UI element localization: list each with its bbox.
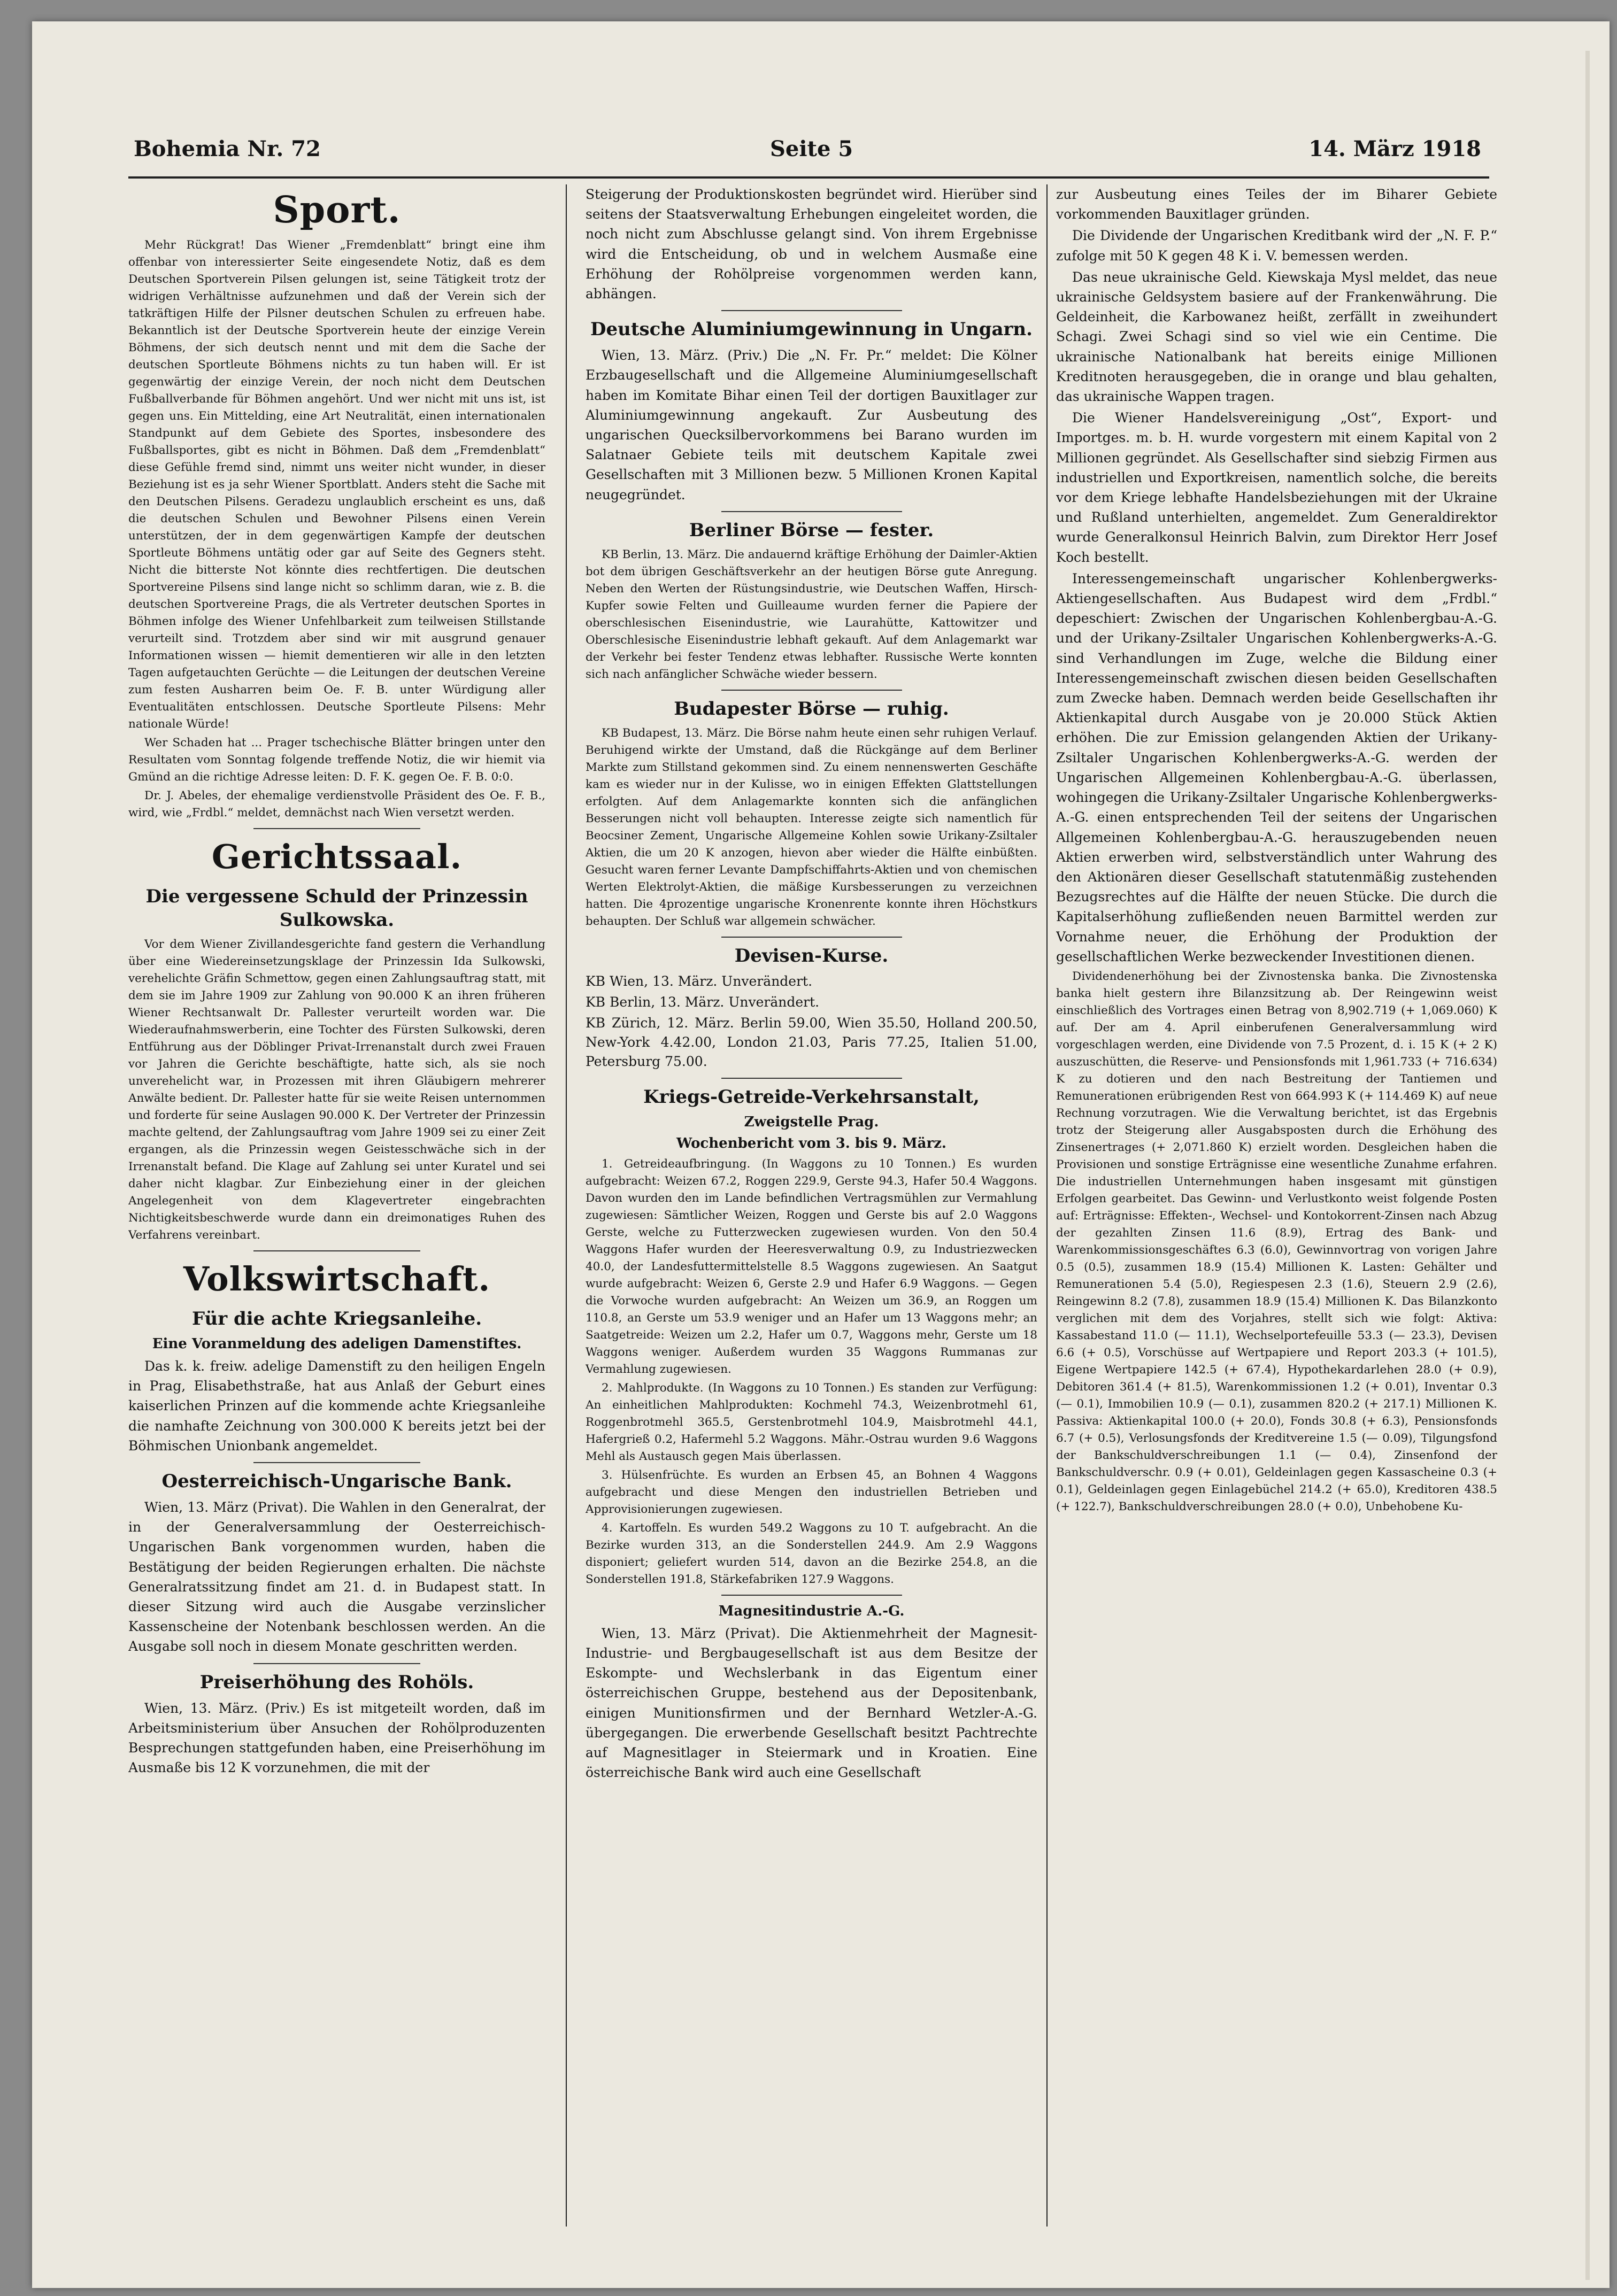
exchange-rate-line: KB Berlin, 13. März. Unverändert. (586, 994, 820, 1010)
article-body: Die Dividende der Ungarischen Kreditbank wird der „N. F. P.“ zufolge mit 50 K gegen 48 K i. V. bemessen werden. (1056, 228, 1497, 264)
article-body: zur Ausbeutung eines Teiles der im Biharer Gebiete vorkommenden Bauxitlager gründen. (1056, 187, 1497, 222)
header-rule (128, 176, 1489, 179)
article-body: Wien, 13. März (Privat). Die Wahlen in den Generalrat, der in der Generalversammlung der Oesterreichisch-Ungarischen Bank vorgenommen wurden, haben die Bestätigung der beiden Regierungen erhalten. Die nächste Generalratssitzung findet am 21. d. in Budapest statt. In dieser Sitzung wird auch die Ausgabe verzinslicher Kassenscheine der Notenbank beschlossen werden. An die Ausgabe soll noch in diesem Monate geschritten werden. (128, 1499, 545, 1655)
article-body: Steigerung der Produktionskosten begründet wird. Hierüber sind seitens der Staatsverwaltung Erhebungen eingeleitet worden, die noch nicht zum Abschlusse gelangt sind. Von ihrem Ergebnisse wird die Entscheidung, ob und in welchem Ausmaße eine Erhöhung der Rohölpreise vorgenommen werden kann, abhängen. (586, 187, 1037, 302)
scan-edge (1585, 51, 1590, 2280)
exchange-rate-line: KB Zürich, 12. März. Berlin 59.00, Wien 35.50, Holland 200.50, New-York 4.42.00, London 21.03, Paris 77.25, Italien 51.00, Petersburg 75.00. (586, 1015, 1037, 1069)
separator (721, 937, 902, 938)
article-body: Interessengemeinschaft ungarischer Kohlenbergwerks-Aktiengesellschaften. Aus Budapest wird dem „Frdbl.“ depeschiert: Zwischen der Ungarischen Kohlenbergbau-A.-G. und der Urikany-Zsiltaler Ungarischen Kohlenbergwerks-A.-G. sind Verhandlungen im Zuge, welche die Bildung einer Interessengemeinschaft zwischen diesen beiden Gesellschaften zum Zwecke haben. Demnach werden beide Gesellschaften ihr Aktienkapital durch Ausgabe von je 20.000 Stück Aktien erhöhen. Die zur Emission gelangenden Aktien der Urikany-Zsiltaler Ungarischen Kohlenbergwerks-A.-G. werden der Ungarischen Allgemeinen Kohlenbergbau-A.-G. überlassen, wohingegen die Urikany-Zsiltaler Ungarische Kohlenbergwerks-A.-G. einen entsprechenden Teil der seitens der Ungarischen Allgemeinen Kohlenbergbau-A.-G. herauszugebenden neuen Aktien erwerben wird, selbstverständlich unter Wahrung des den Aktionären dieser Gesellschaft statutenmäßig zustehenden Bezugsrechtes auf die Hälfte der neuen Stücke. Die durch die Kapitalserhöhung zufließenden neuen Barmittel werden zur Vornahme neuer, die Erhöhung der Produktion der gesellschaftlichen Werke bezweckender Investitionen dienen. (1056, 570, 1497, 964)
separator (721, 1078, 902, 1079)
article-body: Die Wiener Handelsvereinigung „Ost“, Export- und Importges. m. b. H. wurde vorgestern mit einem Kapital von 2 Millionen gegründet. Als Gesellschafter sind siebzig Firmen aus industriellen und Exportkreisen, namentlich solche, die bereits vor dem Kriege lebhafte Handelsbeziehungen mit der Ukraine und Rußland unterhielten, angemeldet. Zum Generaldirektor wurde Generalkonsul Heinrich Balvin, zum Direktor Herr Josef Koch bestellt. (1056, 410, 1497, 565)
exchange-rate-line: KB Wien, 13. März. Unverändert. (586, 973, 813, 989)
article-headline: Oesterreichisch-Ungarische Bank. (161, 1471, 512, 1493)
column-1 (128, 184, 545, 2227)
article-headline: Devisen-Kurse. (734, 945, 889, 967)
page-header (134, 136, 1481, 168)
header-page-number: Seite 5 (770, 136, 853, 161)
separator (721, 511, 902, 512)
article-headline: Kriegs-Getreide-Verkehrsanstalt, (643, 1086, 980, 1108)
article-headline: Preiserhöhung des Rohöls. (199, 1671, 474, 1693)
column-3 (1056, 184, 1497, 2227)
separator (721, 690, 902, 691)
article-body: Vor dem Wiener Zivillandesgerichte fand gestern die Verhandlung über eine Wiedereinsetzungsklage der Prinzessin Ida Sulkowski, verehelichte Gräfin Schmettow, gegen einen Zahlungsauftrag statt, mit dem sie im Jahre 1909 zur Zahlung von 90.000 K an ihren früheren Wiener Rechtsanwalt Dr. Pallester verurteilt worden war. Die Wiederaufnahmswerberin, eine Tochter des Fürsten Sulkowski, deren Entführung aus der Döblinger Privat-Irrenanstalt durch zwei Frauen vor Jahren die Gerichte beschäftigte, hatte sich, als sie noch unverehelicht war, in Prozessen mit ihren Gläubigern mehrerer Anwälte bedient. Dr. Pallester hatte für sie weite Reisen unternommen und forderte für seine Auslagen 90.000 K. Der Vertreter der Prinzessin machte geltend, der Zahlungsauftrag vom Jahre 1909 sei zu einer Zeit ergangen, als die Prinzessin wegen Geistesschwäche sich in der Irrenanstalt befand. Die Klage auf Zahlung sei unter Kuratel und sei daher nicht klagbar. Zur Einbeziehung einer in der gleichen Angelegenheit von dem Klagevertreter eingebrachten Nichtigkeitsbeschwerde wurde dann ein dreimonatiges Ruhen des Verfahrens vereinbart. (128, 938, 545, 1242)
article-body: 4. Kartoffeln. Es wurden 549.2 Waggons zu 10 T. aufgebracht. An die Bezirke wurden 313, an die Sonderstellen 244.9. Am 2.9 Waggons disponiert; geliefert wurden 514, davon an die Bezirke 254.8, an die Sonderstellen 191.8, Stärkefabriken 127.9 Waggons. (586, 1521, 1037, 1586)
article-headline: Berliner Börse — fester. (689, 519, 934, 541)
header-issue: Bohemia Nr. 72 (134, 136, 321, 161)
article-headline: Magnesitindustrie A.-G. (718, 1603, 905, 1619)
article-headline: Die vergessene Schuld der Prinzessin Sulkowska. (145, 886, 528, 931)
section-heading-gerichtssaal: Gerichtssaal. (211, 837, 463, 876)
separator (253, 1663, 420, 1664)
article-body: 3. Hülsenfrüchte. Es wurden an Erbsen 45, an Bohnen 4 Waggons aufgebracht und diese Mengen den industriellen Betrieben und Approvisionierungen zugewiesen. (586, 1468, 1037, 1516)
separator (721, 310, 902, 311)
article-headline: Budapester Börse — ruhig. (674, 698, 949, 720)
article-body: 2. Mahlprodukte. (In Waggons zu 10 Tonnen.) Es standen zur Verfügung: An einheitlichen Mahlprodukten: Kochmehl 74.3, Weizenbrotmehl 61, Roggenbrotmehl 365.5, Gerstenbrotmehl 104.9, Maisbrotmehl 44.1, Hafergrieß 0.2, Hafermehl 5.2 Waggons. Mähr.-Ostrau wurden 9.6 Waggons Mehl als Austausch gegen Mais überlassen. (586, 1381, 1037, 1463)
article-body: KB Budapest, 13. März. Die Börse nahm heute einen sehr ruhigen Verlauf. Beruhigend wirkte der Umstand, daß die Rückgänge auf dem Berliner Markte zum Stillstand gekommen sind. Zu einem nennenswerten Geschäfte kam es wieder nur in der Kulisse, wo in einigen Effekten Glattstellungen erfolgten. Auf dem Anlagemarkte konnten sich die anfänglichen Besserungen nicht voll behaupten. Interesse zeigte sich namentlich für Beocsiner Zement, Ungarische Allgemeine Kohlen sowie Urikany-Zsiltaler Aktien, die um 20 K anzogen, hievon aber wieder die Hälfte einbüßten. Gesucht waren ferner Levante Dampfschiffahrts-Aktien und von chemischen Werten Elektrolyt-Aktien, die mäßige Kursbesserungen zu verzeichnen hatten. Die 4prozentige ungarische Kronenrente konnte ihren Höchstkurs behaupten. Der Schluß war allgemein schwächer. (586, 726, 1037, 928)
section-heading-volkswirtschaft: Volkswirtschaft. (183, 1259, 491, 1298)
article-body: Das neue ukrainische Geld. Kiewskaja Mysl meldet, das neue ukrainische Geldsystem basiere auf der Frankenwährung. Die Geldeinheit, die Karbowanez heißt, zerfällt in zweihundert Schagi. Zwei Schagi sind so viel wie ein Centime. Die ukrainische Nationalbank hat bereits einige Millionen Kreditnoten herausgegeben, die in orange und blau gehalten, das ukrainische Wappen tragen. (1056, 269, 1497, 405)
header-date: 14. März 1918 (1308, 136, 1481, 161)
article-sport-schaden: Wer Schaden hat ... Prager tschechische Blätter bringen unter den Resultaten vom Sonntag folgende treffende Notiz, die wir hiemit via Gmünd an die richtige Adresse leiten: D. F. K. gegen Oe. F. B. 0:0. (128, 736, 545, 784)
article-sport-abeles: Dr. J. Abeles, der ehemalige verdienstvolle Präsident des Oe. F. B., wird, wie „Frdbl.“ meldet, demnächst nach Wien versetzt werden. (128, 789, 545, 820)
article-subheadline: Zweigstelle Prag. (744, 1114, 879, 1130)
separator (253, 1462, 420, 1463)
article-body: KB Berlin, 13. März. Die andauernd kräftige Erhöhung der Daimler-Aktien bot dem übrigen Geschäftsverkehr an der heutigen Börse gute Anregung. Neben den Werten der Rüstungsindustrie, wie Deutschen Waffen, Hirsch-Kupfer sowie Felten und Guilleaume wurden ferner die Papiere der oberschlesischen Eisenindustrie, wie Laurahütte, Kattowitzer und Oberschlesische Eisenindustrie lebhaft gekauft. Auf dem Anlagemarkt war der Verkehr bei fester Tendenz etwas lebhafter. Russische Werte konnten sich nach anfänglicher Schwäche wieder bessern. (586, 547, 1037, 681)
column-2 (586, 184, 1037, 2227)
column-rule-2 (1046, 184, 1048, 2227)
article-subheadline: Eine Voranmeldung des adeligen Damenstiftes. (152, 1336, 522, 1352)
article-headline: Deutsche Aluminiumgewinnung in Ungarn. (590, 319, 1033, 341)
article-body: Wien, 13. März. (Priv.) Es ist mitgeteilt worden, daß im Arbeitsministerium über Ansuchen der Rohölproduzenten Besprechungen stattgefunden haben, eine Preiserhöhung im Ausmaße bis 12 K vorzunehmen, die mit der (128, 1700, 545, 1776)
article-body: Wien, 13. März. (Priv.) Die „N. Fr. Pr.“ meldet: Die Kölner Erzbaugesellschaft und die Allgemeine Aluminiumgesellschaft haben im Komitate Bihar einen Teil der dortigen Bauxitlager zur Aluminiumgewinnung angekauft. Zur Ausbeutung des ungarischen Quecksilbervorkommens bei Barano wurden im Salatnaer Gebiete teils mit deutschem Kapitale zwei Gesellschaften mit 3 Millionen bezw. 5 Millionen Kronen Kapital neugegründet. (586, 347, 1037, 503)
article-body: 1. Getreideaufbringung. (In Waggons zu 10 Tonnen.) Es wurden aufgebracht: Weizen 67.2, Roggen 229.9, Gerste 94.3, Hafer 50.4 Waggons. Davon wurden den im Lande befindlichen Vertragsmühlen zur Vermahlung zugewiesen: Sämtlicher Weizen, Roggen und Gerste bis auf 2.0 Waggons Gerste, welche zu Futterzwecken zugewiesen wurden. Von den 50.4 Waggons Hafer wurden der Heeresverwaltung 0.9, zu Industriezwecken 40.0, der Landesfuttermittelstelle 8.5 Waggons zugewiesen. An Saatgut wurde aufgebracht: Weizen 6, Gerste 2.9 und Hafer 6.9 Waggons. — Gegen die Vorwoche wurden aufgebracht: An Weizen um 36.9, an Roggen um 110.8, an Gerste um 53.9 weniger und an Hafer um 13 Waggons mehr; an Saatgetreide: Weizen um 2.2, Hafer um 0.7, Waggons mehr, Gerste um 18 Waggons weniger. Außerdem wurden 35 Waggons Rummanas zur Vermahlung zugewiesen. (586, 1157, 1037, 1376)
separator (721, 1595, 902, 1596)
section-heading-sport: Sport. (273, 189, 401, 231)
article-body: Das k. k. freiw. adelige Damenstift zu den heiligen Engeln in Prag, Elisabethstraße, hat aus Anlaß der Geburt eines kaiserlichen Prinzen auf die kommende achte Kriegsanleihe die namhafte Zeichnung von 300.000 K bereits jetzt bei der Böhmischen Unionbank angemeldet. (128, 1358, 545, 1454)
article-body: Wien, 13. März (Privat). Die Aktienmehrheit der Magnesit-Industrie- und Bergbaugesellschaft ist aus dem Besitze der Eskompte- und Wechslerbank in das Eigentum einer österreichischen Gruppe, bestehend aus der Depositenbank, einigen Munitionsfirmen und der Bernhard Wetzler-A.-G. übergegangen. Die erwerbende Gesellschaft besitzt Pachtrechte auf Magnesitlager in Steiermark und in Kroatien. Eine österreichische Bank wird auch eine Gesellschaft (586, 1625, 1037, 1781)
article-subheadline: Wochenbericht vom 3. bis 9. März. (676, 1135, 946, 1151)
column-rule-1 (566, 184, 567, 2227)
separator (253, 828, 420, 829)
article-sport-rueckgrat: Mehr Rückgrat! Das Wiener „Fremdenblatt“ bringt eine ihm offenbar von interessierter Seite eingesendete Notiz, daß es dem Deutschen Sportverein Pilsen gelungen ist, seine Tätigkeit trotz der widrigen Verhältnisse aufzunehmen und daß der Verein sich der tatkräftigen Hilfe der Pilsner deutschen Schulen zu erfreuen habe. Bekanntlich ist der Deutsche Sportverein heute der einzige Verein Böhmens, der sich deutsch nennt und mit dem die Sache der deutschen Sportleute Böhmens nichts zu tun haben will. Er ist gegenwärtig der einzige Verein, der noch nicht dem Deutschen Fußballverbande für Böhmen angehört. Und wer nicht mit uns ist, ist gegen uns. Ein Mittelding, eine Art Neutralität, einen internationalen Standpunkt auf dem Gebiete des Sportes, insbesondere des Fußballsportes, gibt es nicht in Böhmen. Daß dem „Fremdenblatt“ diese Gefühle fremd sind, nimmt uns weiter nicht wunder, in dieser Beziehung ist es ja sehr Wiener Sportblatt. Anders steht die Sache mit den Deutschen Pilsens. Geradezu unglaublich erscheint es uns, daß die deutschen Schulen und Bewohner Pilsens einen Verein unterstützen, der in dem gegenwärtigen Kampfe der deutschen Sportleute Böhmens untätig oder gar auf Seite des Gegners steht. Nicht die bitterste Not könnte dies rechtfertigen. Die deutschen Sportvereine Pilsens sind lange nicht so schlimm daran, wie z. B. die deutschen Sportvereine Prags, die als Vertreter deutschen Sportes in Böhmen infolge des Wiener Unfehlbarkeit zum teilweisen Stillstande verurteilt sind. Trotzdem aber sind wir mit ausgrund genauer Informationen wissen — hiemit dementieren wir alle in den letzten Tagen aufgetauchten Gerüchte — die Leitungen der deutschen Vereine zum festen Ausharren beim Oe. F. B. unter Würdigung aller Eventualitäten entschlossen. Deutsche Sportleute Pilsens: Mehr nationale Würde! (128, 238, 545, 731)
separator (253, 1250, 420, 1251)
article-body: Dividendenerhöhung bei der Zivnostenska banka. Die Zivnostenska banka hielt gestern ihre Bilanzsitzung ab. Der Reingewinn weist einschließlich des Vortrages einen Betrag von 8,902.719 (+ 1,069.060) K auf. Der am 4. April einberufenen Generalversammlung wird vorgeschlagen werden, eine Dividende von 7.5 Prozent, d. i. 15 K (+ 2 K) auszuschütten, die Reserve- und Pensionsfonds mit 1,961.733 (+ 716.634) K zu dotieren und den nach Bestreitung der Tantiemen und Remunerationen erübrigenden Rest von 664.993 K (+ 114.469 K) auf neue Rechnung vorzutragen. Wie die Verwaltung berichtet, ist das Ergebnis trotz der Steigerung aller Ausgabsposten durch die Erhöhung des Zinsenertrages (+ 2,071.860 K) erzielt worden. Desgleichen haben die Provisionen und sonstige Erträgnisse eine wesentliche Zunahme erfahren. Die industriellen Unternehmungen haben insgesamt mit günstigen Erfolgen gearbeitet. Das Gewinn- und Verlustkonto weist folgende Posten auf: Erträgnisse: Effekten-, Wechsel- und Kontokorrent-Zinsen nach Abzug der gezahlten Zinsen 11.6 (8.9), Ertrag des Bank- und Warenkommissionsgeschäftes 6.3 (6.0), Gewinnvortrag von vorigen Jahre 0.5 (0.5), zusammen 18.9 (15.4) Millionen K. Lasten: Gehälter und Remunerationen 5.4 (5.0), Regiespesen 2.3 (1.6), Steuern 2.9 (2.6), Reingewinn 8.2 (7.8), zusammen 18.9 (15.4) Millionen K. Das Bilanzkonto verglichen mit dem des Vorjahres, stellt sich wie folgt: Aktiva: Kassabestand 11.0 (— 11.1), Wechselportefeuille 53.3 (— 23.3), Devisen 6.6 (+ 0.5), Vorschüsse auf Wertpapiere und Report 203.3 (+ 101.5), Eigene Wertpapiere 142.5 (+ 67.4), Hypothekardarlehen 28.0 (+ 0.9), Debitoren 361.4 (+ 81.5), Warenkommissionen 1.2 (+ 0.01), Inventar 0.3 (— 0.1), Immobilien 10.9 (— 0.1), zusammen 820.2 (+ 217.1) Millionen K. Passiva: Aktienkapital 100.0 (+ 20.0), Fonds 30.8 (+ 6.3), Pensionsfonds 6.7 (+ 0.5), Verlosungsfonds der Kreditvereine 1.5 (— 0.09), Tilgungsfond der Bankschuldverschreibungen 1.1 (— 0.4), Zinsenfond der Bankschuldverschr. 0.9 (+ 0.01), Geldeinlagen gegen Kassascheine 0.3 (+ 0.1), Geldeinlagen gegen Einlagebüchel 214.2 (+ 65.0), Kreditoren 438.5 (+ 122.7), Bankschuldverschreibungen 28.0 (+ 0.0), Unbehobene Ku- (1056, 969, 1497, 1513)
article-headline: Für die achte Kriegsanleihe. (191, 1308, 482, 1329)
